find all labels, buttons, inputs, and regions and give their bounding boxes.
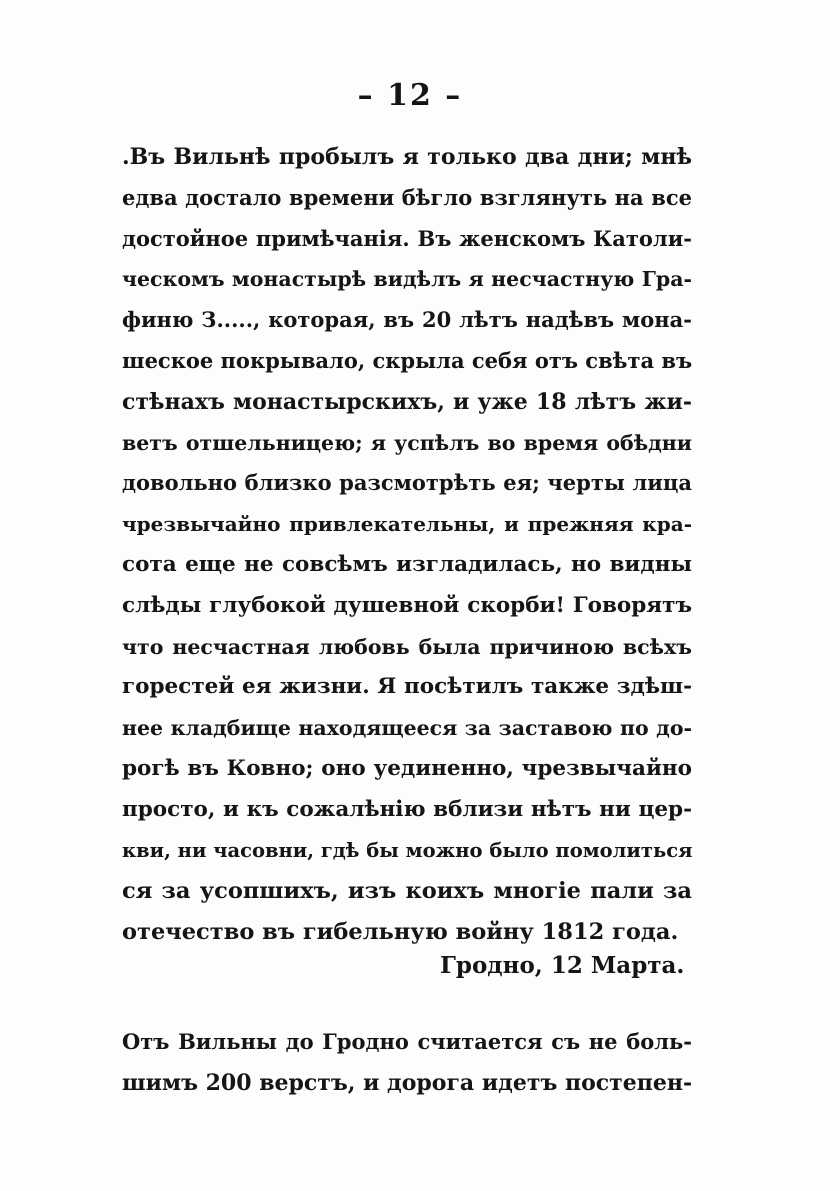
text-line: Отъ Вильны до Гродно считается съ не боль- bbox=[122, 1029, 692, 1054]
text-line: нее кладбище находящееся за заставою по до- bbox=[122, 716, 692, 741]
paragraph-1 bbox=[122, 137, 692, 953]
text-line: чрезвычайно привлекательны, и прежняя кра- bbox=[122, 512, 692, 537]
text-line: кви, ни часовни, гдѣ бы можно было помолиться bbox=[122, 838, 693, 862]
text-line: едва достало времени бѣгло взглянуть на все bbox=[122, 184, 692, 210]
text-line: стѣнахъ монастырскихъ, и уже 18 лѣтъ жи- bbox=[122, 388, 692, 415]
text-line: горестей ея жизни. Я посѣтилъ также здѣш- bbox=[122, 674, 692, 700]
text-line: шимъ 200 верстъ, и дорога идетъ постепен- bbox=[122, 1069, 693, 1096]
text-line: рогѣ въ Ковно; оно уединенно, чрезвычайно bbox=[122, 755, 692, 781]
text-line: ветъ отшельницею; я успѣлъ во время обѣдни bbox=[122, 430, 692, 455]
text-line: что несчастная любовь была причиною всѣхъ bbox=[122, 634, 692, 659]
text-line: отечество въ гибельную войну 1812 года. bbox=[122, 919, 679, 946]
text-line: ся за усопшихъ, изъ коихъ многіе пали за bbox=[122, 878, 692, 905]
text-line: финю З....., которая, въ 20 лѣтъ надѣвъ мона- bbox=[122, 307, 692, 333]
page-number: – 12 – bbox=[357, 78, 463, 113]
dateline: Гродно, 12 Марта. bbox=[440, 952, 685, 979]
text-line: просто, и къ сожалѣнію вблизи нѣтъ ни цер- bbox=[122, 796, 692, 822]
text-line: шеское покрывало, скрыла себя отъ свѣта въ bbox=[122, 347, 693, 373]
text-line: ческомъ монастырѣ видѣлъ я несчастную Гра- bbox=[122, 267, 692, 292]
text-line: довольно близко разсмотрѣть ея; черты лица bbox=[122, 470, 692, 496]
text-line: .Въ Вильнѣ пробылъ я только два дни; мнѣ bbox=[122, 144, 692, 170]
paragraph-2 bbox=[122, 1022, 692, 1104]
text-line: слѣды глубокой душевной скорби! Говорятъ bbox=[122, 592, 692, 618]
text-line: достойное примѣчанія. Въ женскомъ Католи- bbox=[122, 225, 692, 251]
text-line: сота еще не совсѣмъ изгладилась, но видны bbox=[122, 551, 692, 577]
